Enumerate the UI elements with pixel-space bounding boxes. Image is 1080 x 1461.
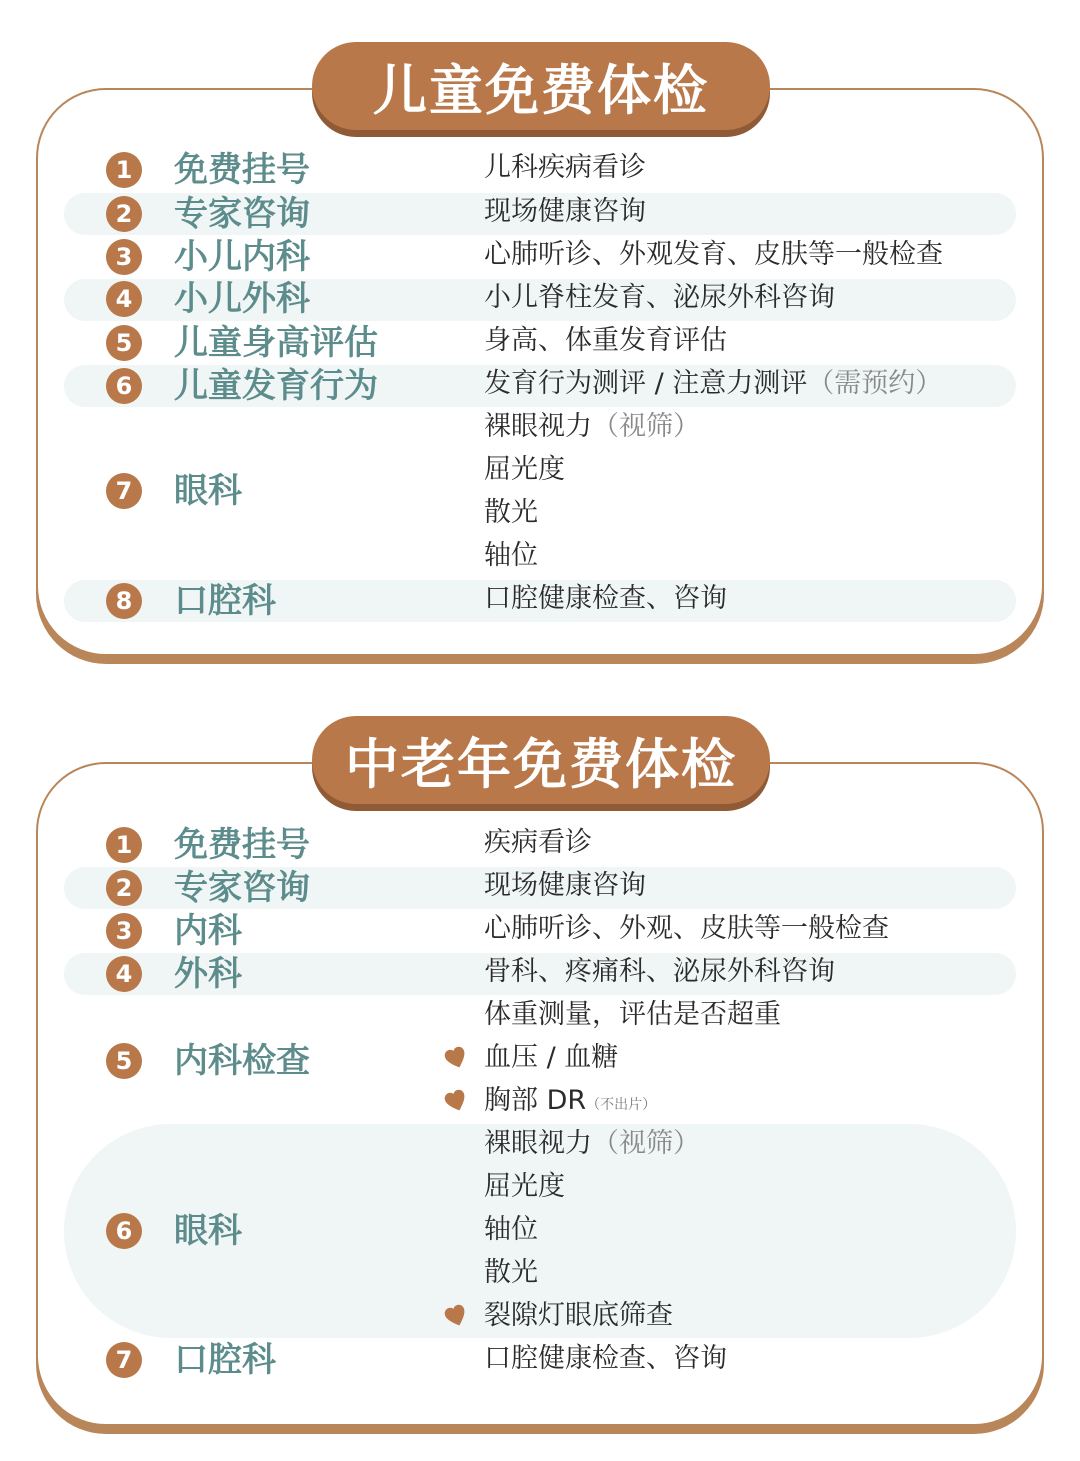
dept-label: 内科 <box>174 911 242 951</box>
number-badge-icon: 1 <box>106 152 142 188</box>
item-text: 现场健康咨询 <box>484 870 646 901</box>
number-badge-icon: 5 <box>106 1043 142 1079</box>
dept-label: 专家咨询 <box>174 194 310 234</box>
number-badge-icon: 3 <box>106 913 142 949</box>
heart-icon <box>444 1046 468 1070</box>
item-text: 心肺听诊、外观发育、皮肤等一般检查 <box>484 239 943 270</box>
number-badge-icon: 7 <box>106 473 142 509</box>
dept-label: 小儿内科 <box>174 237 310 277</box>
number-badge-icon: 4 <box>106 956 142 992</box>
dept-label: 儿童发育行为 <box>174 366 378 406</box>
item-text: 胸部 DR（不出片） <box>484 1085 657 1116</box>
number-badge-icon: 4 <box>106 281 142 317</box>
heart-icon <box>444 1089 468 1113</box>
number-badge-icon: 5 <box>106 325 142 361</box>
dept-label: 外科 <box>174 954 242 994</box>
item-text: 小儿脊柱发育、泌尿外科咨询 <box>484 282 835 313</box>
number-badge-icon: 6 <box>106 368 142 404</box>
dept-label: 儿童身高评估 <box>174 323 378 363</box>
item-text: 散光 <box>484 1257 538 1288</box>
number-badge-icon: 6 <box>106 1213 142 1249</box>
number-badge-icon: 7 <box>106 1342 142 1378</box>
item-text: 裸眼视力（视筛） <box>484 1128 700 1159</box>
dept-label: 专家咨询 <box>174 868 310 908</box>
dept-label: 眼科 <box>174 471 242 511</box>
children-checkup-title: 儿童免费体检 <box>312 42 770 130</box>
item-text: 轴位 <box>484 540 538 571</box>
item-text: 口腔健康检查、咨询 <box>484 1343 727 1374</box>
item-text: 疾病看诊 <box>484 827 592 858</box>
dept-label: 眼科 <box>174 1211 242 1251</box>
item-text: 发育行为测评 / 注意力测评（需预约） <box>484 368 943 399</box>
dept-label: 口腔科 <box>174 581 276 621</box>
item-text: 屈光度 <box>484 1171 565 1202</box>
number-badge-icon: 2 <box>106 196 142 232</box>
heart-icon <box>444 1304 468 1328</box>
item-text: 血压 / 血糖 <box>484 1042 619 1073</box>
item-text: 裸眼视力（视筛） <box>484 411 700 442</box>
item-text: 轴位 <box>484 1214 538 1245</box>
item-text: 裂隙灯眼底筛查 <box>484 1300 673 1331</box>
dept-label: 小儿外科 <box>174 279 310 319</box>
item-text: 体重测量，评估是否超重 <box>484 999 781 1030</box>
item-text: 身高、体重发育评估 <box>484 325 727 356</box>
dept-label: 免费挂号 <box>174 150 310 190</box>
item-text: 骨科、疼痛科、泌尿外科咨询 <box>484 956 835 987</box>
item-text: 儿科疾病看诊 <box>484 152 646 183</box>
elderly-checkup-title: 中老年免费体检 <box>312 716 770 804</box>
number-badge-icon: 2 <box>106 870 142 906</box>
item-text: 现场健康咨询 <box>484 196 646 227</box>
number-badge-icon: 3 <box>106 239 142 275</box>
item-text: 屈光度 <box>484 454 565 485</box>
item-text: 散光 <box>484 497 538 528</box>
number-badge-icon: 1 <box>106 827 142 863</box>
number-badge-icon: 8 <box>106 583 142 619</box>
dept-label: 免费挂号 <box>174 825 310 865</box>
item-text: 口腔健康检查、咨询 <box>484 583 727 614</box>
dept-label: 内科检查 <box>174 1041 310 1081</box>
dept-label: 口腔科 <box>174 1340 276 1380</box>
item-text: 心肺听诊、外观、皮肤等一般检查 <box>484 913 889 944</box>
